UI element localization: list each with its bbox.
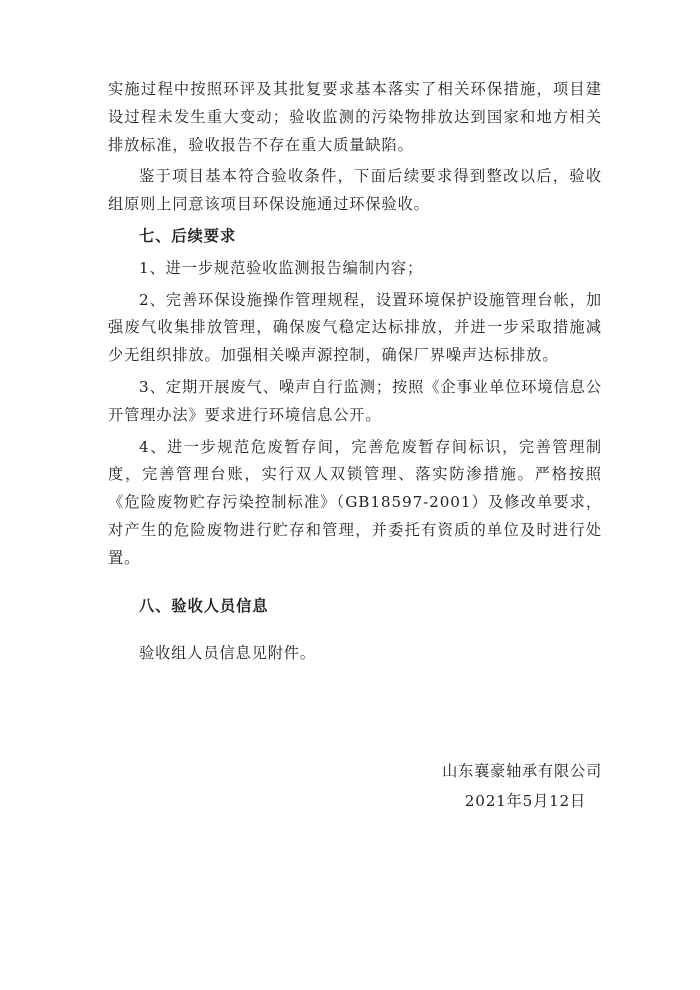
company-name: 山东襄豪轴承有限公司 <box>442 762 602 780</box>
paragraph-acceptance: 鉴于项目基本符合验收条件，下面后续要求得到整改以后，验收组原则上同意该项目环保设施通过环保验收。 <box>108 167 602 214</box>
section-8-text: 验收组人员信息见附件。 <box>139 644 316 663</box>
paragraph-conclusion: 实施过程中按照环评及其批复要求基本落实了相关环保措施，项目建设过程未发生重大变动；验收监测的污染物排放达到国家和地方相关排放标准，验收报告不存在重大质量缺陷。 <box>108 80 602 154</box>
requirement-item-3: 3、定期开展废气、噪声自行监测；按照《企事业单位环境信息公开管理办法》要求进行环境信息公开。 <box>108 377 602 424</box>
document-body <box>108 76 602 668</box>
section-7-heading: 七、后续要求 <box>139 226 237 245</box>
section-8-heading: 八、验收人员信息 <box>139 596 269 615</box>
requirement-item-4: 4、进一步规范危废暂存间，完善危废暂存间标识，完善管理制度，完善管理台账，实行双人双锁管理、落实防渗措施。严格按照《危险废物贮存污染控制标准》（GB18597-2001）及修改单要求，对产生的危险废物进行贮存和管理，并委托有资质的单位及时进行处置。 <box>108 437 602 567</box>
signature-date: 2021年5月12日 <box>464 792 586 810</box>
requirement-item-1: 1、进一步规范验收监测报告编制内容； <box>139 258 424 277</box>
requirement-item-2: 2、完善环保设施操作管理规程，设置环境保护设施管理台帐，加强废气收集排放管理，确保废气稳定达标排放，并进一步采取措施减少无组织排放。加强相关噪声源控制，确保厂界噪声达标排放。 <box>108 290 602 365</box>
signature-block <box>442 756 602 816</box>
